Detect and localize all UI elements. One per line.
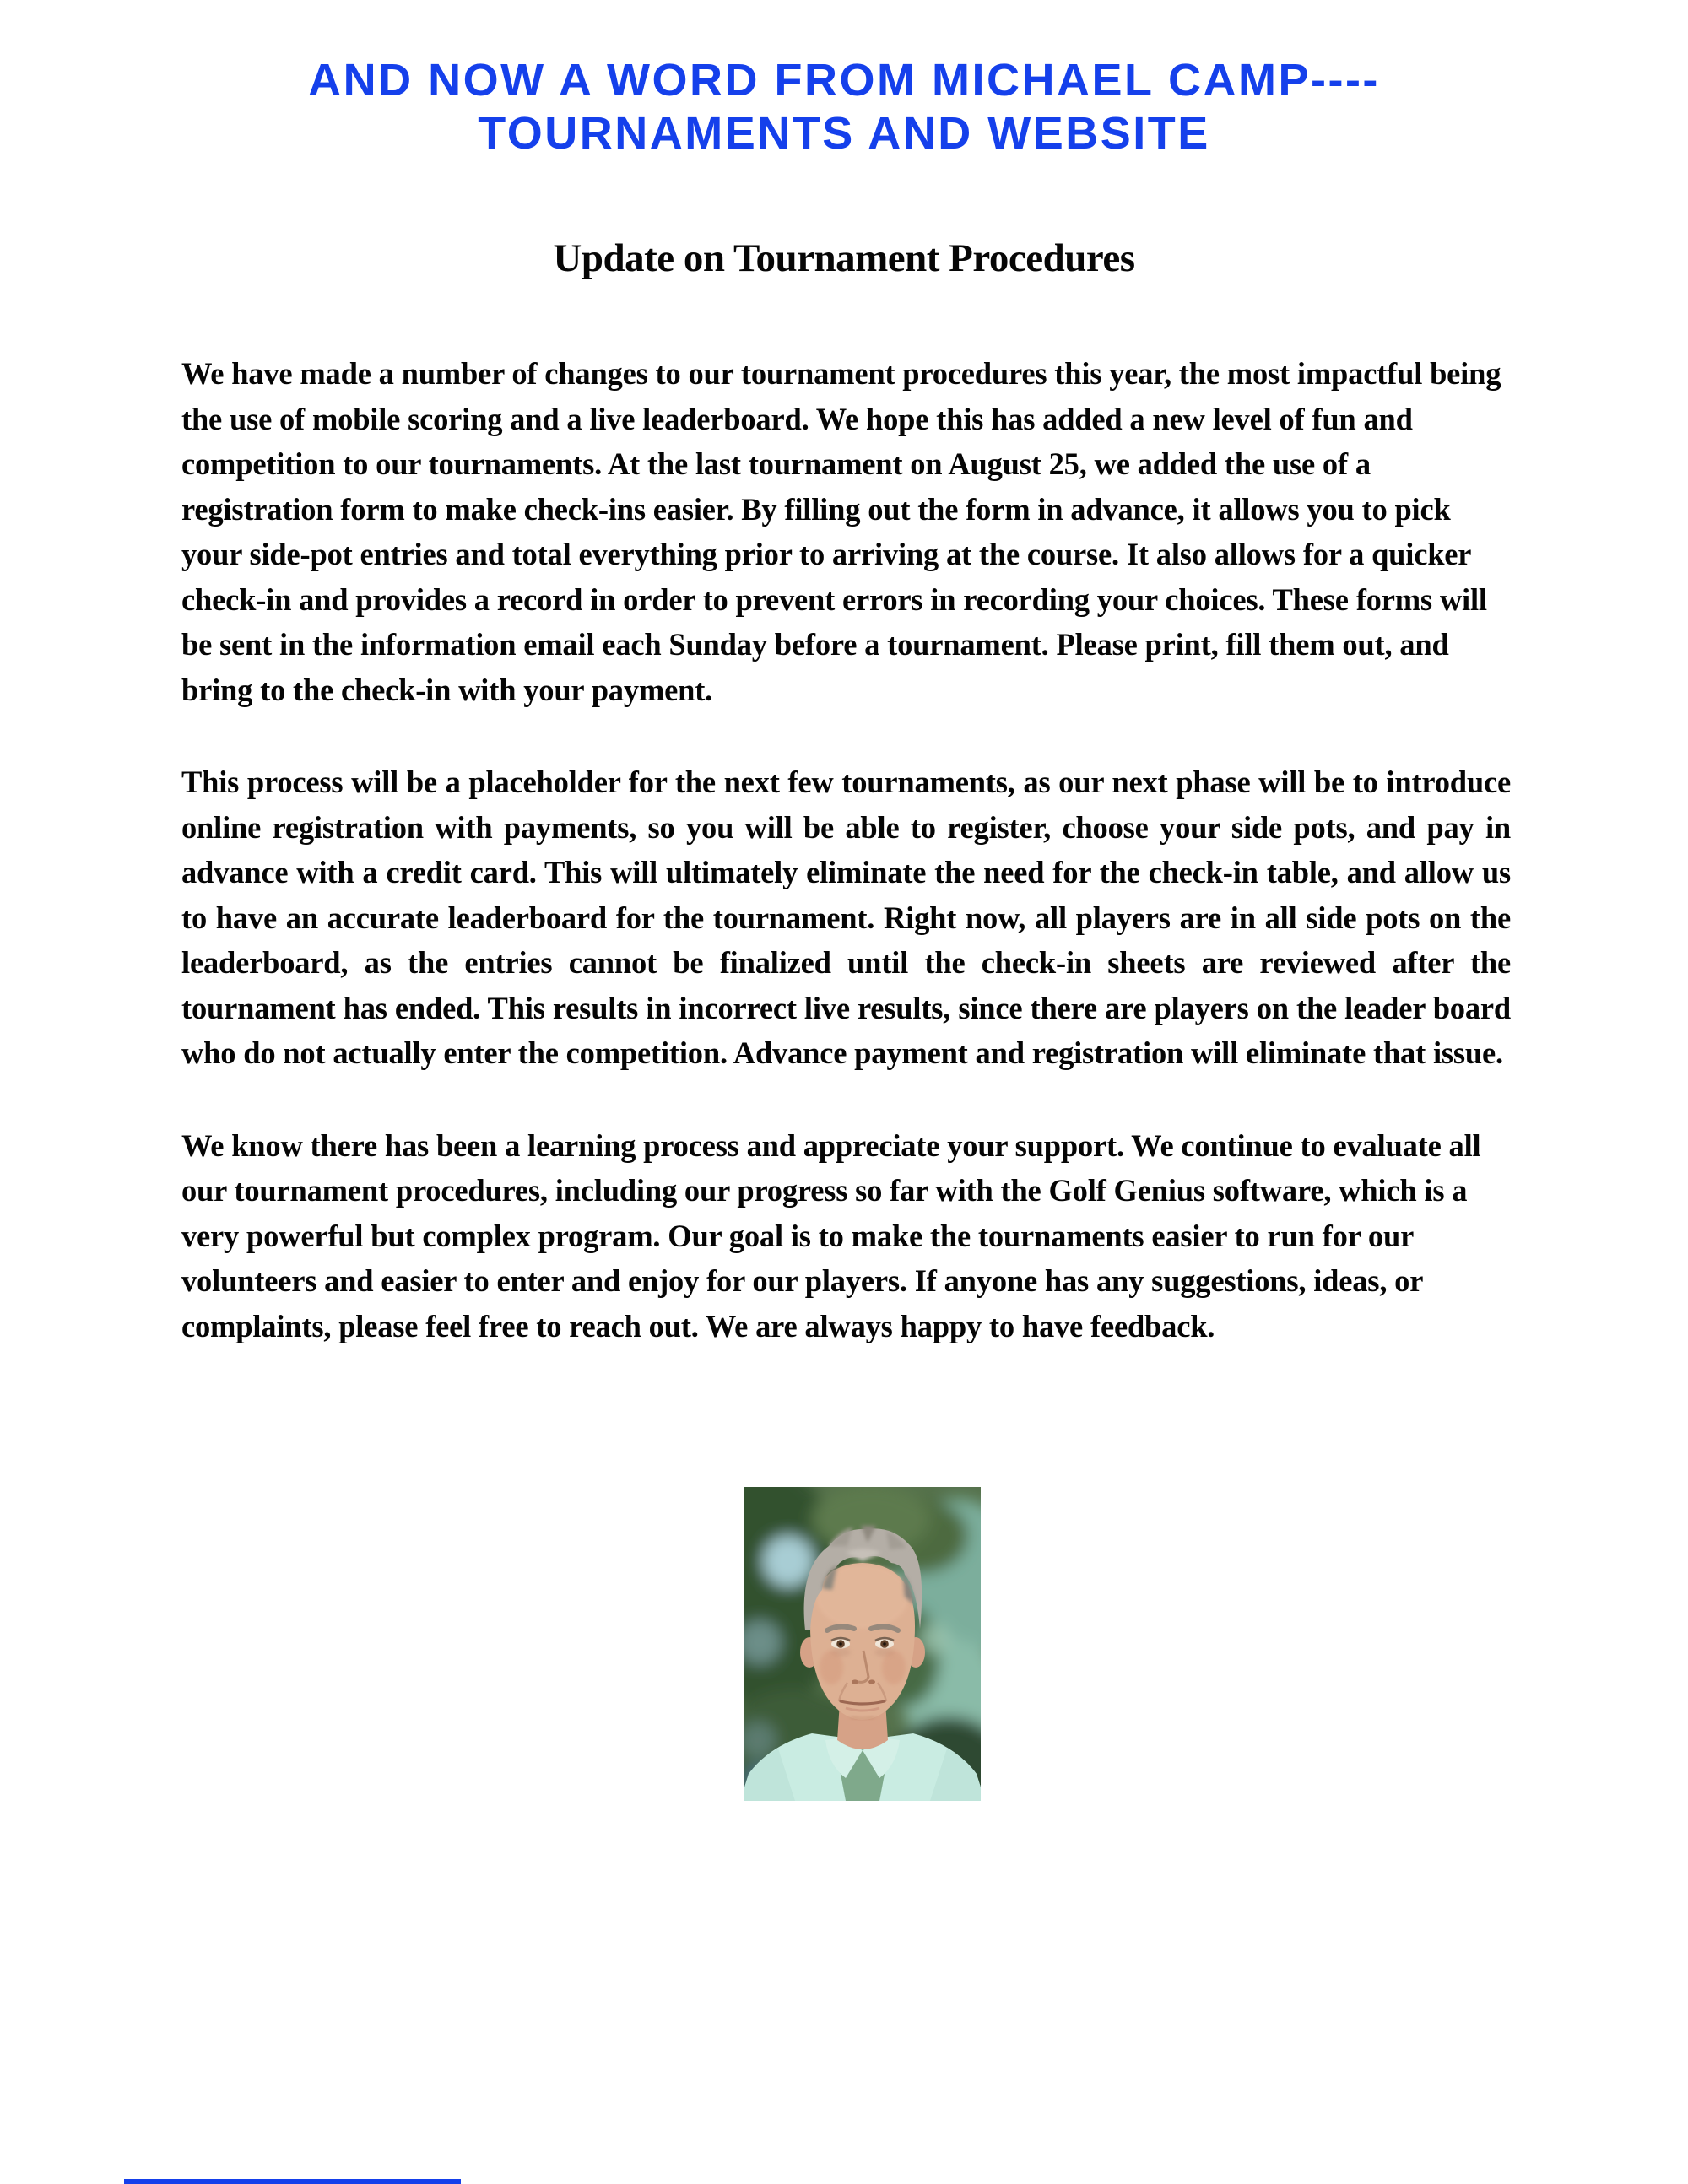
portrait-photo <box>744 1487 981 1801</box>
next-page-heading-peek <box>124 2179 461 2184</box>
section-heading <box>0 0 1688 160</box>
portrait-photo-illustration <box>744 1487 981 1801</box>
paragraph-2: This process will be a placeholder for the next few tournaments, as our next phase will be to introduce online registration with payments, so you will be able to register, choose your side pots, and pay in advance with a credit card. This will ultimately eliminate the need for the check-in table, and allow us to have an accurate leaderboard for the tournament. Right now, all players are in all side pots on the leaderboard, as the entries cannot be finalized until the check-in sheets are reviewed after the tournament has ended. This results in incorrect live results, since there are players on the leader board who do not actually enter the competition. Advance payment and registration will eliminate that issue. <box>181 765 1511 1070</box>
paragraph-3: We know there has been a learning process and appreciate your support. We continue to evaluate all our tournament procedures, including our progress so far with the Golf Genius software, which is a very powerful but complex program. Our goal is to make the tournaments easier to run for our volunteers and easier to enter and enjoy for our players. If anyone has any suggestions, ideas, or complaints, please feel free to reach out. We are always happy to have feedback. <box>181 1127 1481 1343</box>
section-heading-line2: TOURNAMENTS AND WEBSITE <box>478 108 1210 159</box>
article-title: Update on Tournament Procedures <box>553 236 1135 280</box>
section-heading-line1: AND NOW A WORD FROM MICHAEL CAMP---- <box>308 55 1380 105</box>
paragraph-1: We have made a number of changes to our tournament procedures this year, the most impactful being the use of mobile scoring and a live leaderboard. We hope this has added a new level of fun and competition to our tournaments. At the last tournament on August 25, we added the use of a registration form to make check-ins easier. By filling out the form in advance, it allows you to pick your side-pot entries and total everything prior to arriving at the course. It also allows for a quicker check-in and provides a record in order to prevent errors in recording your choices. These forms will be sent in the information email each Sunday before a tournament. Please print, fill them out, and bring to the check-in with your payment. <box>181 356 1501 707</box>
article-body <box>181 351 1511 1801</box>
